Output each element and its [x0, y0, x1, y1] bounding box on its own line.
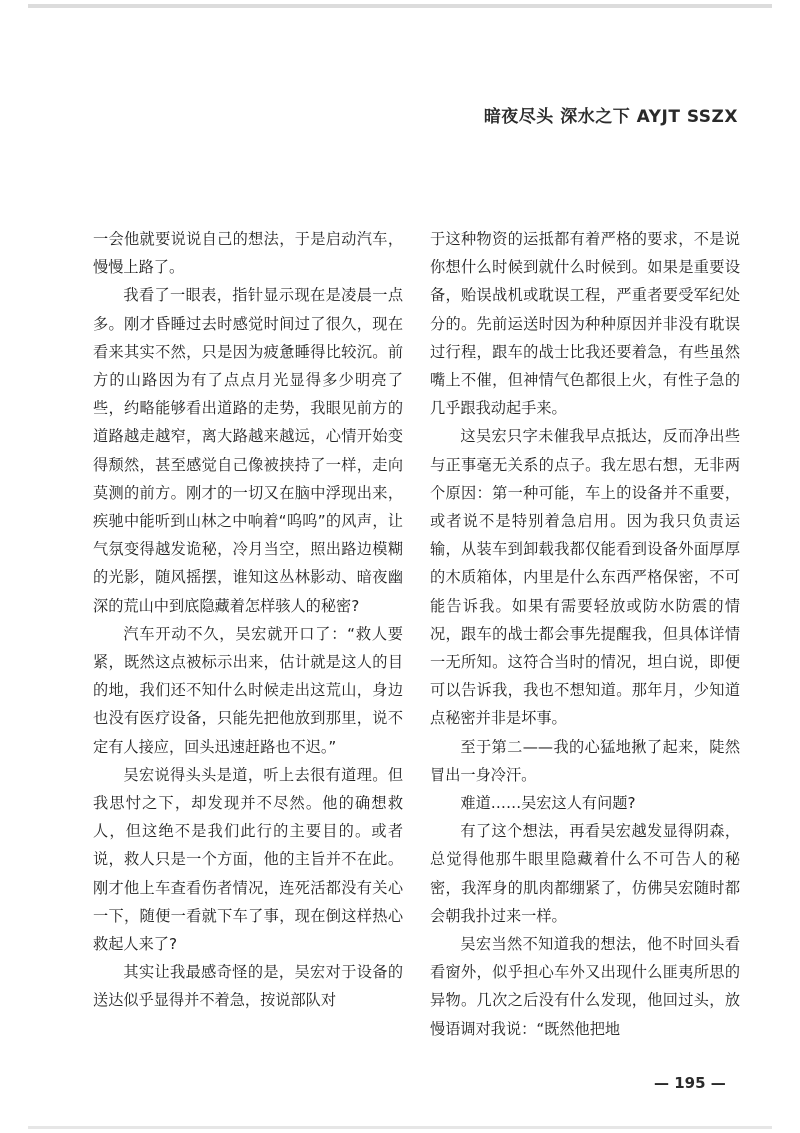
paragraph: 有了这个想法，再看吴宏越发显得阴森，总觉得他那牛眼里隐藏着什么不可告人的秘密，我浑身的肌肉都绷紧了，仿佛吴宏随时都会朝我扑过来一样。 [430, 822, 740, 925]
paragraph: 这吴宏只字未催我早点抵达，反而净出些与正事毫无关系的点子。我左思右想，无非两个原因：第一种可能，车上的设备并不重要，或者说不是特别着急启用。因为我只负责运输，从装车到卸载我都仅能看到设备外面厚厚的木质箱体，内里是什么东西严格保密，不可能告诉我。如果有需要轻放或防水防震的情况，跟车的战士都会事先提醒我，但具体详情一无所知。这符合当时的情况，坦白说，即便可以告诉我，我也不想知道。那年月，少知道点秘密并非是坏事。 [430, 427, 740, 728]
left-text-column [93, 225, 403, 1015]
top-rule [28, 4, 772, 8]
bottom-rule [28, 1126, 772, 1129]
right-text-column [430, 225, 740, 1043]
page-number: — 195 — [654, 1074, 726, 1092]
paragraph: 一会他就要说说自己的想法，于是启动汽车，慢慢上路了。 [93, 230, 403, 277]
paragraph: 吴宏当然不知道我的想法，他不时回头看看窗外，似乎担心车外又出现什么匪夷所思的异物。几次之后没有什么发现，他回过头，放慢语调对我说：“既然他把地 [430, 935, 740, 1038]
paragraph: 我看了一眼表，指针显示现在是凌晨一点多。刚才昏睡过去时感觉时间过了很久，现在看来其实不然，只是因为疲惫睡得比较沉。前方的山路因为有了点点月光显得多少明亮了些，约略能够看出道路的走势，我眼见前方的道路越走越窄，离大路越来越远，心情开始变得颓然，甚至感觉自己像被挟持了一样，走向莫测的前方。刚才的一切又在脑中浮现出来，疾驰中能听到山林之中响着“呜呜”的风声，让气氛变得越发诡秘，冷月当空，照出路边模糊的光影，随风摇摆，谁知这丛林影动、暗夜幽深的荒山中到底隐藏着怎样骇人的秘密? [93, 286, 403, 615]
paragraph: 至于第二——我的心猛地揪了起来，陡然冒出一身冷汗。 [430, 737, 740, 784]
paragraph: 难道……吴宏这人有问题? [460, 794, 636, 813]
running-header: 暗夜尽头 深水之下 AYJT SSZX [483, 107, 738, 127]
paragraph: 吴宏说得头头是道，听上去很有道理。但我思忖之下，却发现并不尽然。他的确想救人，但这绝不是我们此行的主要目的。或者说，救人只是一个方面，他的主旨并不在此。刚才他上车查看伤者情况，连死活都没有关心一下，随便一看就下车了事，现在倒这样热心救起人来了? [93, 765, 403, 954]
paragraph: 汽车开动不久，吴宏就开口了：“救人要紧，既然这点被标示出来，估计就是这人的目的地，我们还不知什么时候走出这荒山，身边也没有医疗设备，只能先把他放到那里，说不定有人接应，回头迅速赶路也不迟。” [93, 624, 403, 756]
paragraph: 于这种物资的运抵都有着严格的要求，不是说你想什么时候到就什么时候到。如果是重要设备，贻误战机或耽误工程，严重者要受军纪处分的。先前运送时因为种种原因并非没有耽误过行程，跟车的战士比我还要着急，有些虽然嘴上不催，但神情气色都很上火，有性子急的几乎跟我动起手来。 [430, 230, 740, 418]
paragraph: 其实让我最感奇怪的是，吴宏对于设备的送达似乎显得并不着急，按说部队对 [93, 963, 403, 1010]
